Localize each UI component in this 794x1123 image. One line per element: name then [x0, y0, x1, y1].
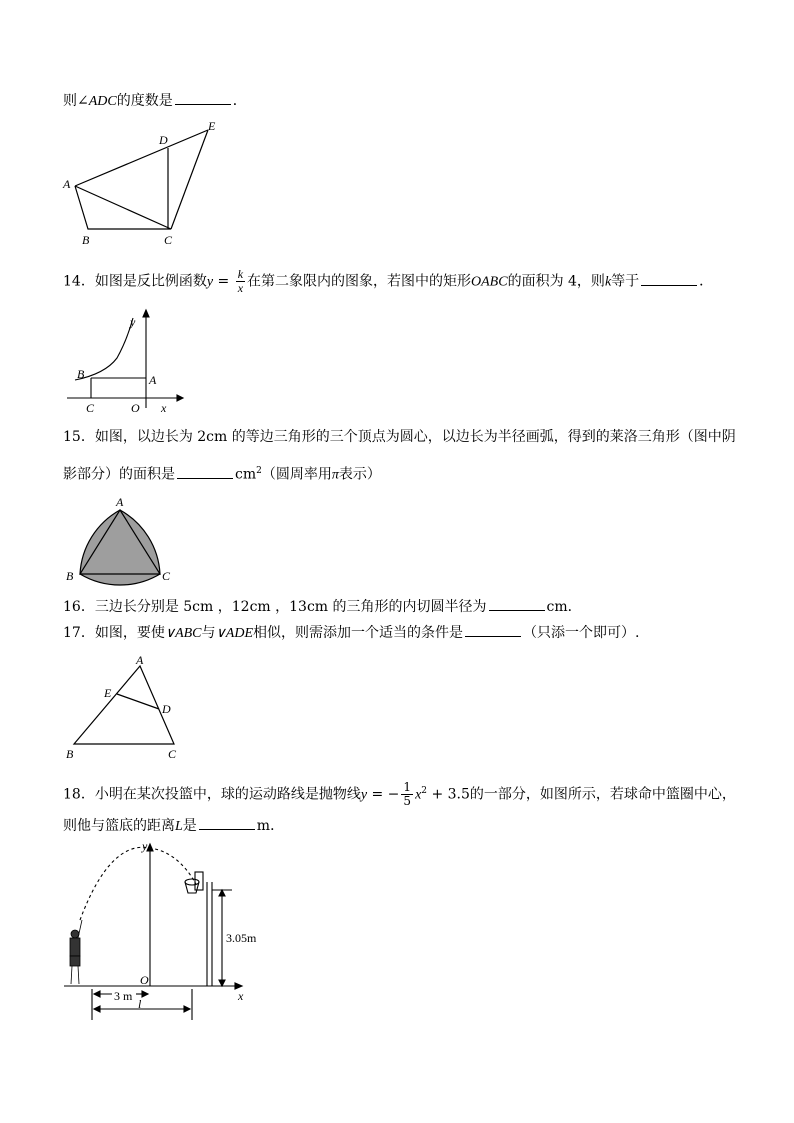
q18-label-o: O [140, 973, 149, 987]
q18-text-line1: 18．小明在某次投篮中，球的运动路线是抛物线y = − $\frac{1}{5}$ $x^2 + 3.5$的一部分，如图所示，若球命中篮圈中心， [63, 780, 736, 809]
q13-label-e: E [208, 119, 216, 133]
q17-answer-blank[interactable] [465, 622, 521, 637]
q14-fraction: $\frac{k}{x}$ [237, 267, 244, 295]
q18-text-line2: 则他与篮底的距离L是 m． [63, 815, 284, 837]
q18-figure [60, 838, 260, 1028]
q14-answer-blank[interactable] [641, 271, 697, 286]
q18-distance-label: 3 m [114, 989, 133, 1003]
q15-answer-blank[interactable] [177, 464, 233, 479]
q13-figure [60, 118, 230, 248]
q14-label-c: C [86, 401, 95, 415]
q13-answer-blank[interactable] [175, 90, 231, 105]
q15-text-line1: 15．如图，以边长为 2cm 的等边三角形的三个顶点为圆心，以边长为半径画弧，得到的莱洛三角形（图中阴 [63, 429, 736, 445]
q18-height-label: 3.05m [226, 931, 257, 945]
q15-figure [62, 496, 182, 588]
q13-label-d: D [159, 133, 168, 147]
q14-label-x: x [161, 401, 167, 415]
q13-label-c: C [164, 233, 173, 247]
q17-text: 17．如图，要使∨ABC与∨ADE相似，则需添加一个适当的条件是 （只添一个即可）. [63, 622, 639, 644]
q14-text: 14．如图是反比例函数y = $\frac{k}{x}$ 在第二象限内的图象，若图中的矩形OABC的面积为 4，则k等于 ． [63, 267, 714, 295]
q15-label-c: C [162, 569, 171, 583]
q14-label-o: O [131, 401, 140, 415]
q14-label-b: B [77, 367, 85, 381]
q15-label-b: B [66, 569, 74, 583]
q18-l-label: l [138, 997, 142, 1011]
q18-fraction: $\frac{1}{5}$ [403, 780, 412, 809]
q14-label-y: y [130, 315, 136, 329]
q17-label-b: B [66, 747, 74, 761]
q18-label-x: x [238, 989, 244, 1003]
q16-answer-blank[interactable] [489, 596, 545, 611]
q13-label-a: A [63, 177, 71, 191]
q17-label-e: E [104, 686, 112, 700]
q17-figure [62, 654, 192, 764]
q17-label-a: A [136, 653, 144, 667]
q15-text-line2: 影部分）的面积是 $cm^2$（圆周率用π表示） [63, 461, 381, 486]
q17-label-d: D [162, 702, 171, 716]
q18-label-y: y [142, 839, 148, 853]
q14-figure [65, 308, 195, 418]
q15-label-a: A [116, 495, 124, 509]
q13-text: 则∠ADC的度数是 ． [63, 90, 247, 112]
q14-label-a: A [149, 373, 157, 387]
q17-label-c: C [168, 747, 177, 761]
q16-text: 16．三边长分别是 5cm ，12cm ，13cm 的三角形的内切圆半径为 cm． [63, 596, 582, 617]
q18-answer-blank[interactable] [199, 815, 255, 830]
q13-label-b: B [82, 233, 90, 247]
player-figure [70, 920, 82, 984]
